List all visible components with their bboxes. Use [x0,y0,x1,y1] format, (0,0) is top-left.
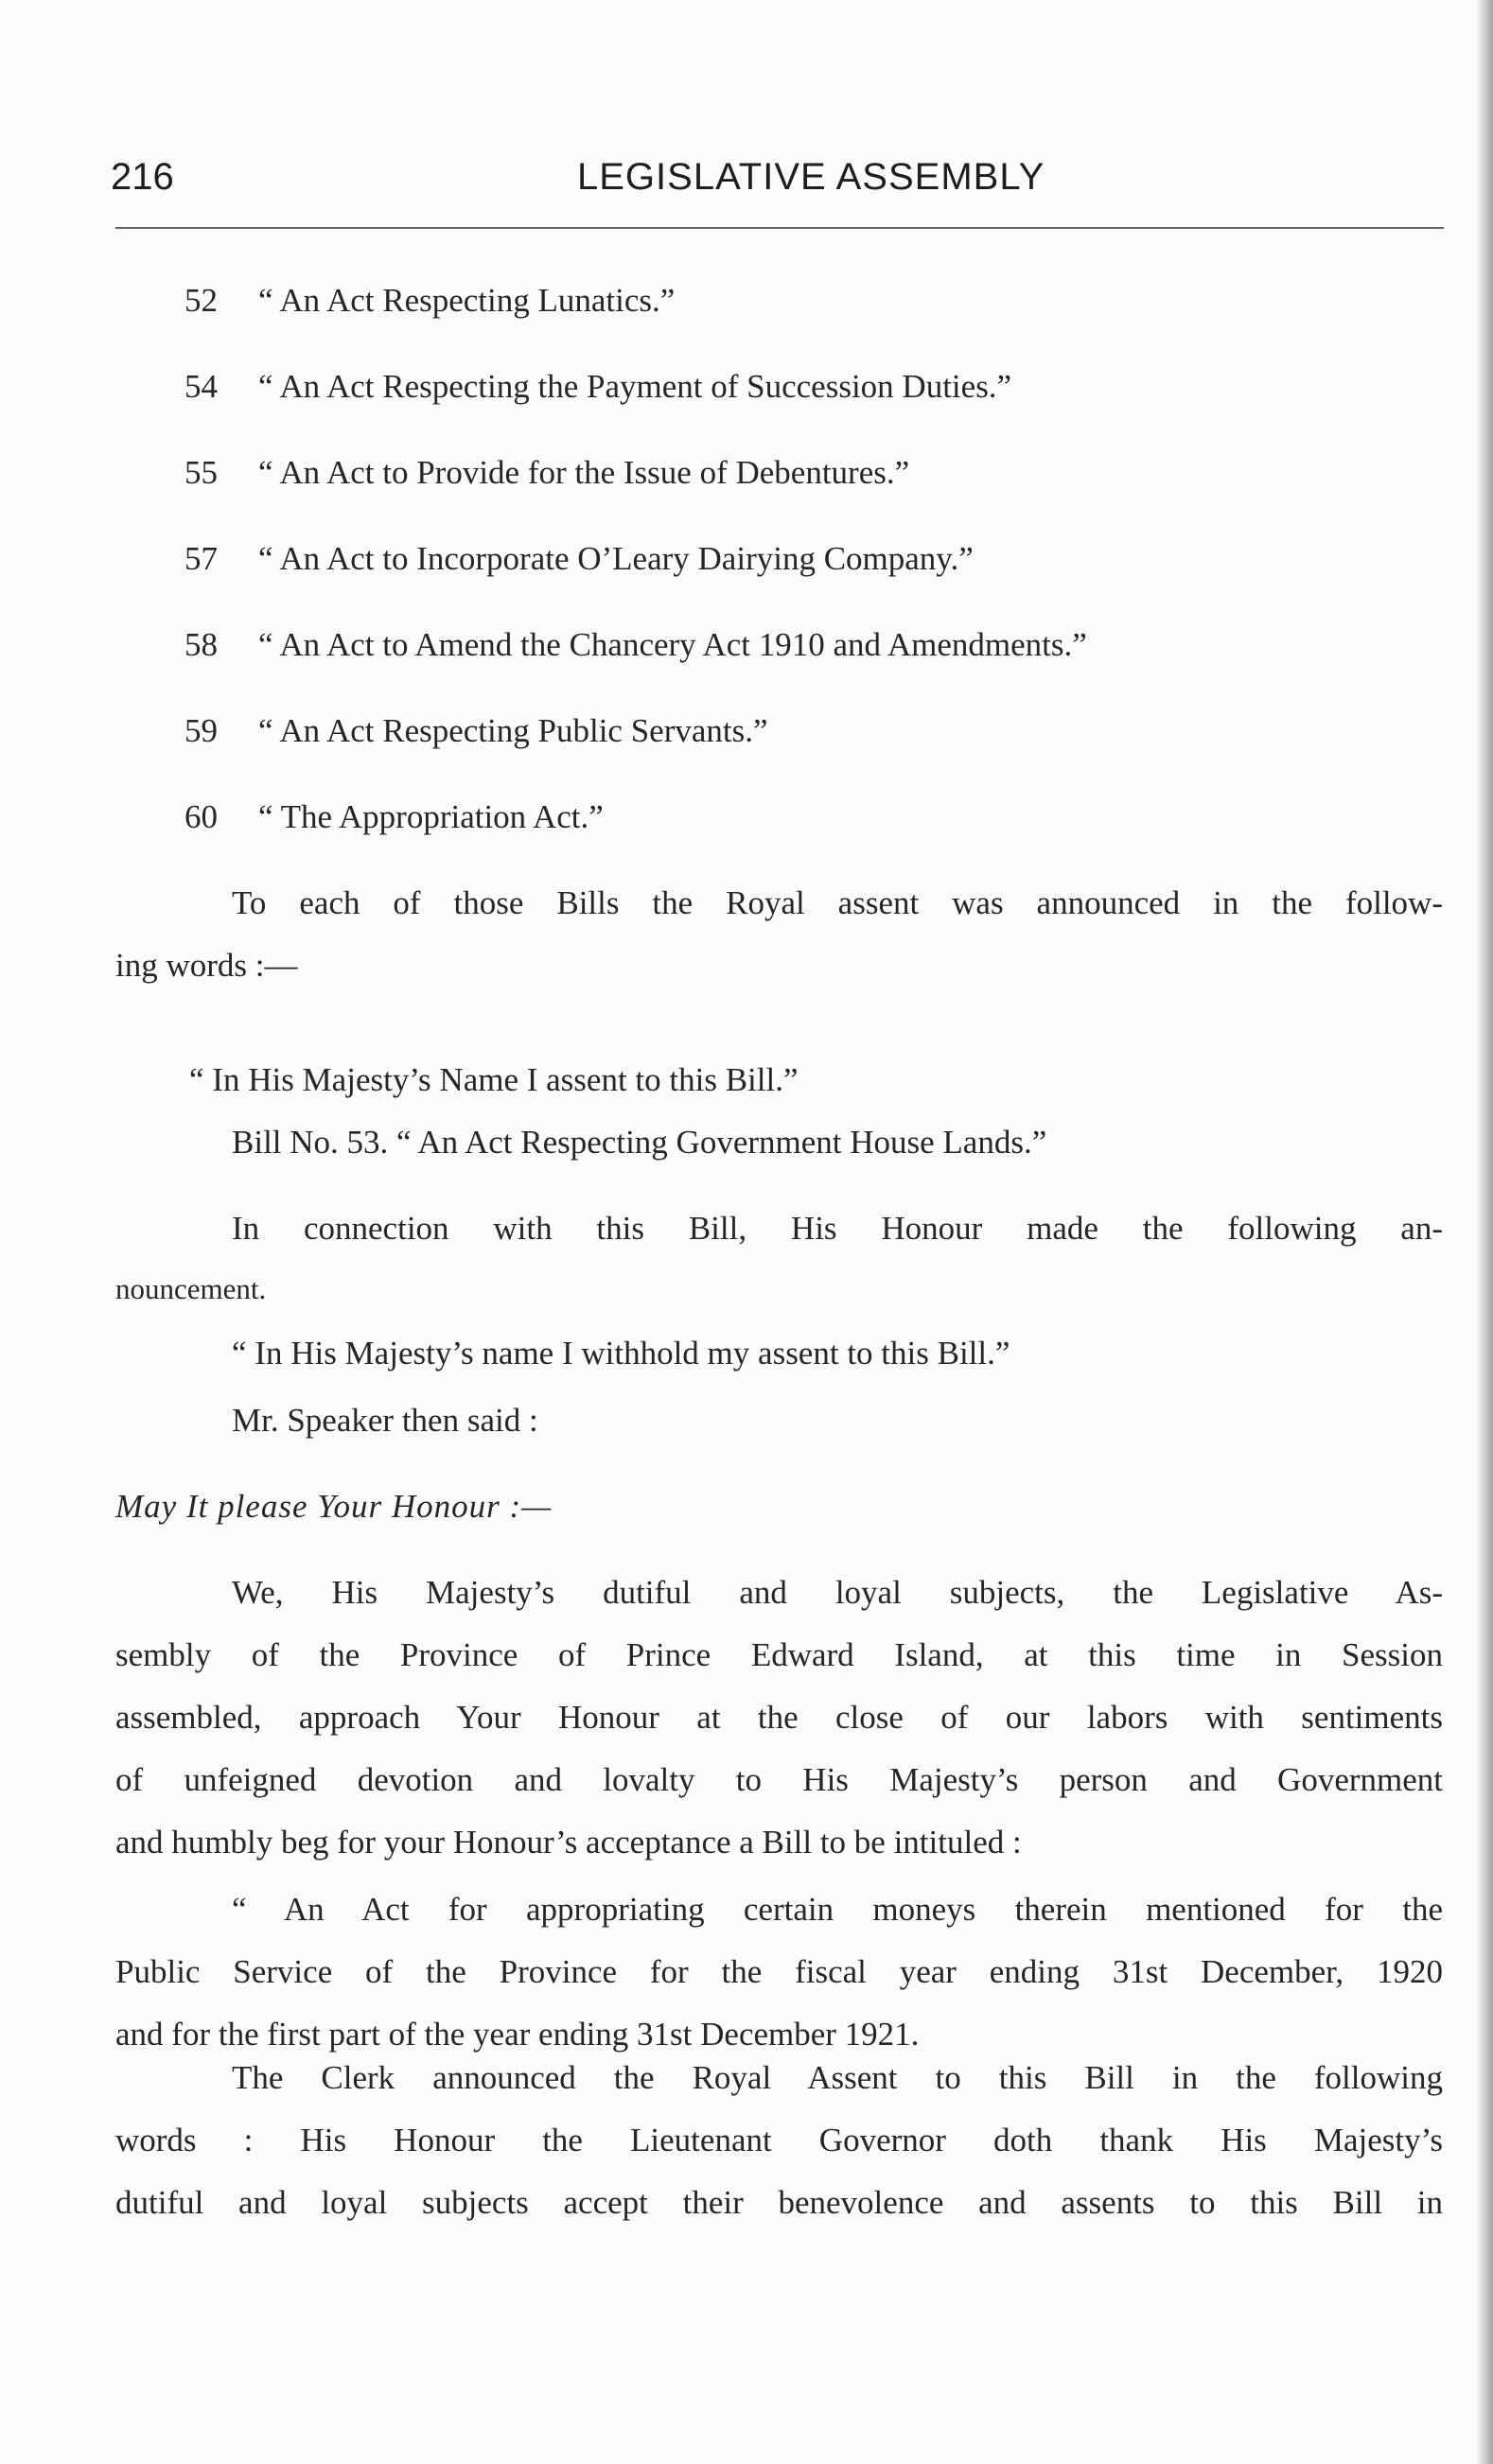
body-line: “ In His Majesty’s Name I assent to this Bill.” [189,1061,799,1098]
bill-number: 52 [184,282,218,319]
body-line: To each of those Bills the Royal assent was announced in the follow- [232,884,1443,921]
body-line: and for the first part of the year ending 31st December 1921. [115,2016,920,2053]
bill-number: 55 [184,454,218,491]
body-line: words : His Honour the Lieutenant Governor doth thank His Majesty’s [115,2122,1443,2158]
bill-title: “ An Act Respecting Lunatics.” [258,282,676,319]
body-line: We, His Majesty’s dutiful and loyal subjects, the Legislative As- [232,1574,1443,1611]
bill-number: 58 [184,626,218,663]
body-line: “ In His Majesty’s name I withhold my assent to this Bill.” [232,1335,1010,1372]
body-line: ing words :— [115,947,298,984]
running-head: LEGISLATIVE ASSEMBLY [577,156,1045,198]
bill-title: “ An Act Respecting the Payment of Succession Duties.” [258,368,1012,405]
body-line: Mr. Speaker then said : [232,1402,538,1439]
bill-title: “ The Appropriation Act.” [258,798,604,835]
body-line: The Clerk announced the Royal Assent to this Bill in the following [232,2059,1443,2096]
bill-number: 59 [184,712,218,749]
bill-number: 60 [184,798,218,835]
address-line: May It please Your Honour :— [115,1488,553,1525]
body-line: and humbly beg for your Honour’s acceptance a Bill to be intituled : [115,1824,1022,1861]
bill-title: “ An Act to Provide for the Issue of Debentures.” [258,454,910,491]
body-line: nouncement. [115,1272,267,1305]
bill-title: “ An Act to Amend the Chancery Act 1910 and Amendments.” [258,626,1087,663]
bill-number: 57 [184,540,218,577]
body-line: “ An Act for appropriating certain moneys therein mentioned for the [232,1891,1443,1928]
page-header [0,156,1493,213]
page-number: 216 [111,156,174,198]
body-line: Public Service of the Province for the fiscal year ending 31st December, 1920 [115,1953,1443,1990]
bill-number: 54 [184,368,218,405]
bill-title: “ An Act Respecting Public Servants.” [258,712,768,749]
body-line: assembled, approach Your Honour at the close of our labors with sentiments [115,1699,1443,1736]
body-line: In connection with this Bill, His Honour made the following an- [232,1210,1443,1247]
body-line: dutiful and loyal subjects accept their benevolence and assents to this Bill in [115,2184,1443,2221]
header-rule [115,227,1444,229]
body-line: sembly of the Province of Prince Edward Island, at this time in Session [115,1636,1443,1673]
bill-title: “ An Act to Incorporate O’Leary Dairying Company.” [258,540,974,577]
page-edge-shadow [1476,0,1493,2464]
body-line: Bill No. 53. “ An Act Respecting Government House Lands.” [232,1124,1047,1161]
body-line: of unfeigned devotion and lovalty to His Majesty’s person and Government [115,1761,1443,1798]
